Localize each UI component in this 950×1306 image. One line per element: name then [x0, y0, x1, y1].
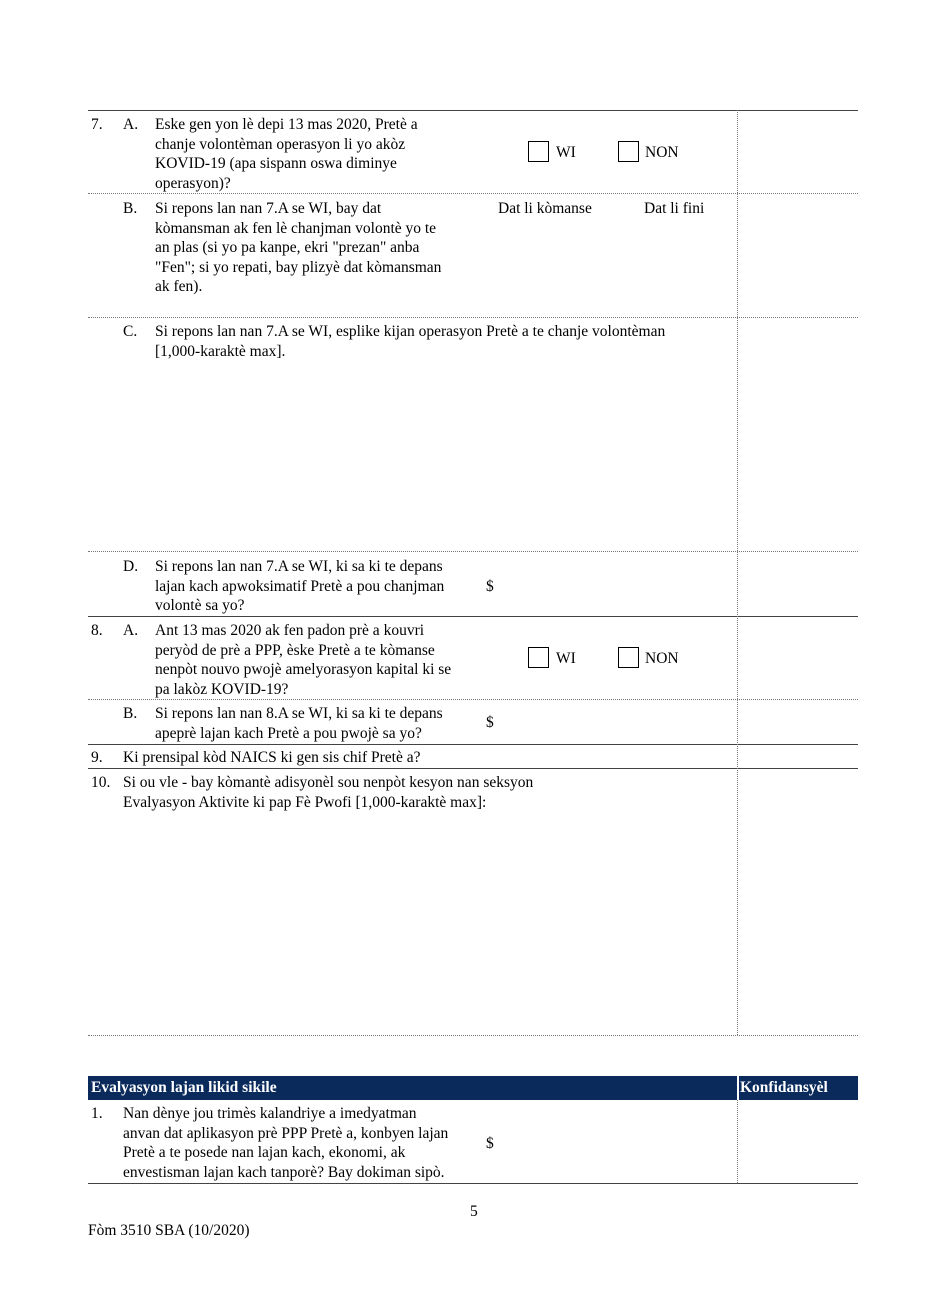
- confidential-label: Konfidansyèl: [740, 1079, 828, 1096]
- liquidity-section-header: [88, 1076, 858, 1100]
- q7a-yes-checkbox[interactable]: [528, 141, 549, 162]
- top-rule: [88, 110, 858, 111]
- liquidity-section-title: Evalyasyon lajan likid sikile: [91, 1079, 277, 1096]
- page-number: 5: [470, 1203, 478, 1220]
- form-footer: Fòm 3510 SBA (10/2020): [88, 1222, 250, 1239]
- divider-7-8: [88, 616, 858, 617]
- q8a-yes-checkbox[interactable]: [528, 647, 549, 668]
- divider-7b-7c: [88, 317, 858, 318]
- q7c-question: Si repons lan nan 7.A se WI, esplike kijan operasyon Pretè a te chanje volontèman [1,000-karaktè max].: [155, 323, 666, 360]
- q10-comment-area[interactable]: [123, 815, 730, 1030]
- divider-bottom-10: [88, 1035, 858, 1036]
- q7b-letter: B.: [123, 200, 138, 217]
- q7d-question: Si repons lan nan 7.A se WI, ki sa ki te depans lajan kach apwoksimatif Pretè a pou chanjman volontè sa yo?: [155, 558, 445, 615]
- q8-number: 8.: [91, 622, 103, 639]
- q8a-question: Ant 13 mas 2020 ak fen padon prè a kouvri peryòd de prè a PPP, èske Pretè a te kòmanse nenpòt nouvo pwojè amelyorasyon kapital ki se pa lakòz KOVID-19?: [155, 622, 452, 698]
- q7c-letter: C.: [123, 323, 138, 340]
- q7a-yes-label: WI: [556, 144, 576, 161]
- liquidity-column-divider: [737, 1100, 738, 1183]
- header-separator: [737, 1076, 739, 1100]
- q8a-yes-label: WI: [556, 650, 576, 667]
- q8a-letter: A.: [123, 622, 139, 639]
- q8a-no-label: NON: [645, 650, 679, 667]
- divider-7c-7d: [88, 551, 858, 552]
- q7a-letter: A.: [123, 116, 139, 133]
- q8b-question: Si repons lan nan 8.A se WI, ki sa ki te depans apeprè lajan kach Pretè a pou pwojè sa yo?: [155, 705, 443, 742]
- q7a-no-label: NON: [645, 144, 679, 161]
- q9-number: 9.: [91, 749, 103, 766]
- q7a-no-checkbox[interactable]: [618, 141, 639, 162]
- q10-number: 10.: [91, 774, 111, 791]
- q7b-end-date-label: Dat li fini: [644, 200, 705, 217]
- q7-number: 7.: [91, 116, 103, 133]
- q7d-letter: D.: [123, 558, 139, 575]
- q7d-amount-field[interactable]: [500, 572, 730, 598]
- q7c-answer-area[interactable]: [155, 362, 730, 547]
- q10-question: Si ou vle - bay kòmantè adisyonèl sou nenpòt kesyon nan seksyon Evalyasyon Aktivite ki pap Fè Pwofi [1,000-karaktè max]:: [123, 774, 534, 811]
- liquidity-q1-number: 1.: [91, 1105, 103, 1122]
- q9-naics-field[interactable]: [500, 746, 730, 766]
- q7d-currency-symbol: $: [486, 578, 494, 595]
- q7b-question: Si repons lan nan 7.A se WI, bay dat kòmansman ak fen lè chanjman volontè yo te an plas (si yo pa kanpe, ekri "prezan" anba "Fen"; si yo repati, bay plizyè dat kòmansman ak fen).: [155, 200, 442, 296]
- q8a-no-checkbox[interactable]: [618, 647, 639, 668]
- liquidity-q1-amount-field[interactable]: [500, 1128, 730, 1154]
- q7b-start-date-label: Dat li kòmanse: [498, 200, 592, 217]
- q7a-question: Eske gen yon lè depi 13 mas 2020, Pretè a chanje volontèman operasyon li yo akòz KOVID-19 (apa sispann oswa diminye operasyon)?: [155, 116, 418, 192]
- liquidity-q1-question: Nan dènye jou trimès kalandriye a imedyatman anvan dat aplikasyon prè PPP Pretè a, konbyen lajan Pretè a te posede nan lajan kach, ekonomi, ak envestisman lajan kach tanporè? Bay dokiman sipò.: [123, 1105, 449, 1181]
- q8b-letter: B.: [123, 705, 138, 722]
- q9-question: Ki prensipal kòd NAICS ki gen sis chif Pretè a?: [123, 749, 421, 766]
- divider-8-9: [88, 744, 858, 745]
- q8b-amount-field[interactable]: [500, 708, 730, 734]
- divider-9-10: [88, 768, 858, 769]
- q8b-currency-symbol: $: [486, 714, 494, 731]
- column-divider: [737, 110, 738, 1035]
- liquidity-q1-currency-symbol: $: [486, 1135, 494, 1152]
- liquidity-bottom-rule: [88, 1183, 858, 1184]
